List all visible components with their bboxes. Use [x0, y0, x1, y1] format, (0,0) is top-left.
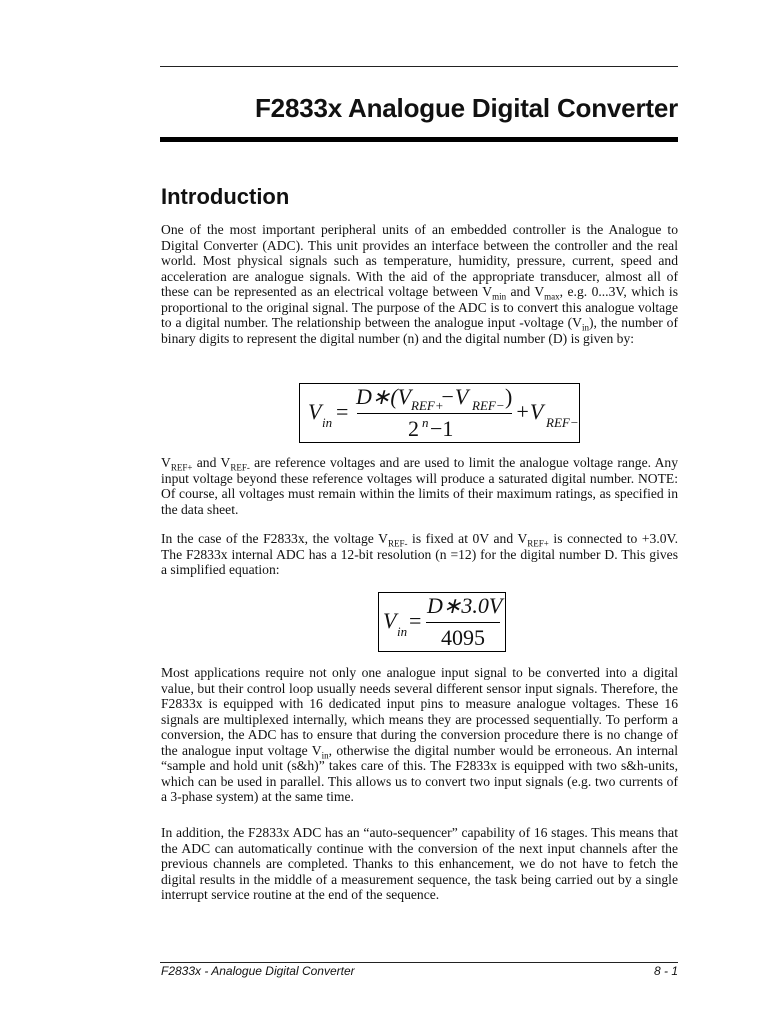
paragraph-reference-voltages: $V_{REF+}$ and $V_{REF-}$ are reference voltages and are used to limit the analogue voltage range. Any input voltage beyond these reference voltages will produce a saturated digital number. NOTE: Of course, all voltages must remain within the limits of their maximum ratings, as specified in the data sheet. [161, 455, 678, 517]
footer-document-title: F2833x - Analogue Digital Converter [161, 964, 355, 978]
paragraph-f2833x-reference: In the case of the F2833x, the voltage $V_{REF-}$ is fixed at 0V and $V_{REF+}$ is connected to +3.0V. The F2833x internal ADC has a 12-bit resolution (n =12) for the digital number D. This gives a simplified equation: [161, 531, 678, 577]
equation-vin-simplified: V in = D∗3.0V 4095 [378, 592, 506, 652]
paragraph-auto-sequencer: In addition, the F2833x ADC has an “auto-sequencer” capability of 16 stages. This means that the ADC can automatically continue with the conversion of the next input channels after the previous channels are completed. Thanks to this enhancement, we do not have to fetch the digital results in the middle of a measurement sequence, the task being carried out by a single interrupt service routine at the end of the sequence. [161, 825, 678, 902]
footer-rule [160, 962, 678, 963]
title-underline [160, 137, 678, 142]
equation-vin-general: V in = D∗(V REF+ −V REF− ) 2 n −1 +V REF− [299, 383, 580, 443]
section-heading-introduction: Introduction [161, 184, 290, 209]
header-rule [160, 66, 678, 67]
paragraph-adc-intro: One of the most important peripheral units of an embedded controller is the Analogue to Digital Converter (ADC). This unit provides an interface between the controller and the real world. Most physical signals such as temperature, humidity, pressure, current, speed and acceleration are analogue signals. With the aid of the appropriate transducer, almost all of these can be represented as an electrical voltage between $V_{min}$ and $V_{max}$, e.g. 0...3V, which is proportional to the original signal. The purpose of the ADC is to convert this analogue voltage to a digital number. The relationship between the analogue input -voltage $(V_{in})$, the number of binary digits to represent the digital number (n) and the digital number (D) is given by: [161, 222, 678, 346]
footer-page-number: 8 - 1 [653, 964, 678, 978]
paragraph-multiplexing: Most applications require not only one analogue input signal to be converted into a digital value, but their control loop usually needs several different sensor input signals. Therefore, the F2833x is equipped with 16 dedicated input pins to measure analogue voltages. These 16 signals are multiplexed internally, which means they are processed sequentially. To perform a conversion, the ADC has to ensure that during the conversion procedure there is no change of the analogue input voltage $V_{in}$, otherwise the digital number would be erroneous. An internal “sample and hold unit (s&h)” takes care of this. The F2833x is equipped with two s&h-units, which can be used in parallel. This allows us to convert two input signals (e.g. two currents of a 3-phase system) at the same time. [161, 665, 678, 804]
page-title: F2833x Analogue Digital Converter [255, 93, 678, 123]
